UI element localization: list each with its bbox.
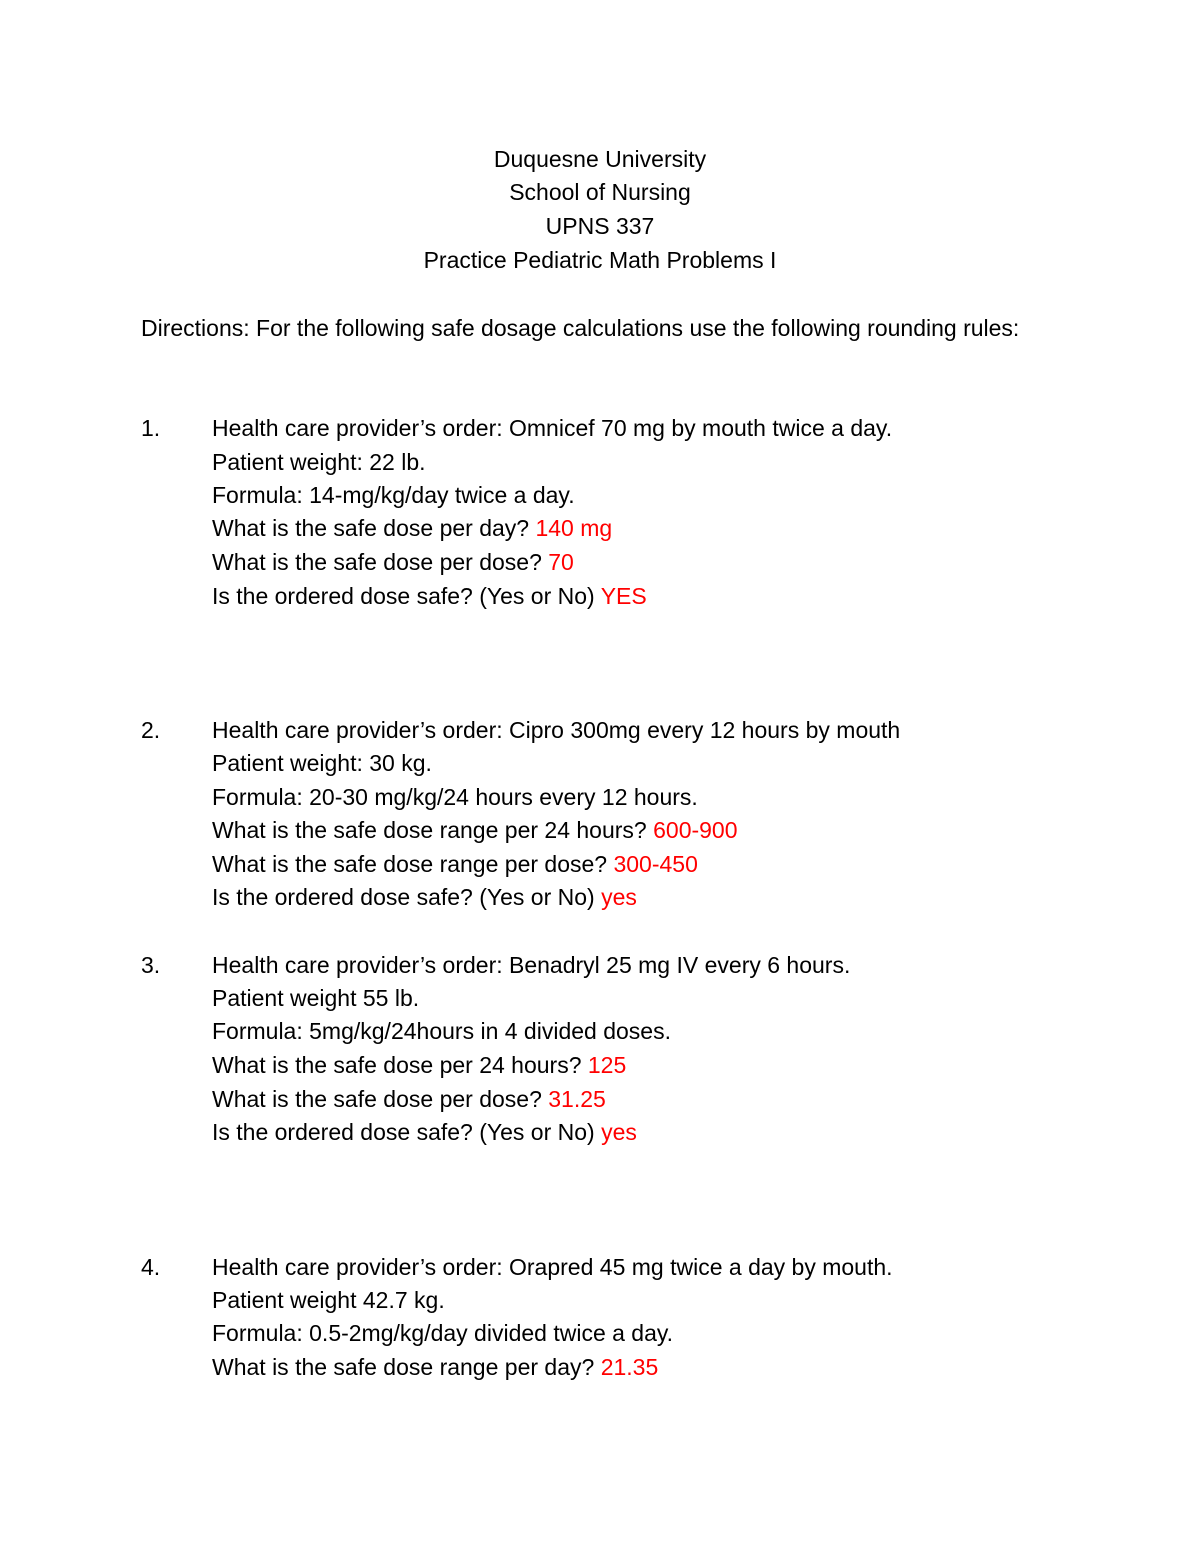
question-text: What is the safe dose per 24 hours? bbox=[212, 1052, 582, 1078]
question-text: Is the ordered dose safe? (Yes or No) bbox=[212, 583, 595, 609]
answer-text: yes bbox=[601, 1119, 637, 1145]
question-line bbox=[212, 547, 574, 577]
problem-formula: Formula: 0.5-2mg/kg/day divided twice a day. bbox=[212, 1320, 674, 1346]
question-text: Is the ordered dose safe? (Yes or No) bbox=[212, 884, 595, 910]
problem-number: 3. bbox=[141, 952, 161, 978]
problem-formula: Formula: 14-mg/kg/day twice a day. bbox=[212, 482, 575, 508]
university-name: Duquesne University bbox=[493, 146, 707, 172]
question-line bbox=[212, 882, 637, 912]
question-line bbox=[212, 1050, 626, 1080]
school-name: School of Nursing bbox=[509, 179, 691, 205]
question-line bbox=[212, 815, 738, 845]
problem-order: Health care provider’s order: Orapred 45 mg twice a day by mouth. bbox=[212, 1254, 893, 1280]
answer-text: 21.35 bbox=[600, 1354, 659, 1380]
problem-weight: Patient weight 42.7 kg. bbox=[212, 1287, 445, 1313]
question-text: What is the safe dose per day? bbox=[212, 515, 530, 541]
question-line bbox=[212, 849, 698, 879]
answer-text: 140 mg bbox=[535, 515, 613, 541]
answer-text: 31.25 bbox=[548, 1086, 606, 1112]
answer-text: YES bbox=[600, 583, 647, 609]
problem-weight: Patient weight: 30 kg. bbox=[212, 750, 432, 776]
question-text: Is the ordered dose safe? (Yes or No) bbox=[212, 1119, 595, 1145]
question-text: What is the safe dose range per day? bbox=[212, 1354, 595, 1380]
question-line bbox=[212, 1352, 658, 1382]
question-line bbox=[212, 1084, 606, 1114]
problem-order: Health care provider’s order: Benadryl 25 mg IV every 6 hours. bbox=[212, 952, 851, 978]
problem-order: Health care provider’s order: Omnicef 70 mg by mouth twice a day. bbox=[212, 415, 893, 441]
problem-number: 4. bbox=[141, 1254, 161, 1280]
problem-number: 1. bbox=[141, 415, 161, 441]
question-text: What is the safe dose range per dose? bbox=[212, 851, 608, 877]
question-text: What is the safe dose per dose? bbox=[212, 549, 542, 575]
answer-text: 70 bbox=[548, 549, 574, 575]
directions-text: Directions: For the following safe dosage calculations use the following rounding rules: bbox=[141, 315, 1020, 341]
problem-formula: Formula: 20-30 mg/kg/24 hours every 12 hours. bbox=[212, 784, 698, 810]
problem-number: 2. bbox=[141, 717, 161, 743]
document-title: Practice Pediatric Math Problems I bbox=[423, 247, 777, 273]
problem-formula: Formula: 5mg/kg/24hours in 4 divided doses. bbox=[212, 1018, 671, 1044]
question-text: What is the safe dose per dose? bbox=[212, 1086, 542, 1112]
answer-text: 300-450 bbox=[613, 851, 698, 877]
problem-weight: Patient weight: 22 lb. bbox=[212, 449, 426, 475]
question-line bbox=[212, 513, 612, 543]
answer-text: yes bbox=[601, 884, 637, 910]
question-line bbox=[212, 1117, 637, 1147]
question-line bbox=[212, 581, 647, 611]
problem-order: Health care provider’s order: Cipro 300mg every 12 hours by mouth bbox=[212, 717, 901, 743]
problem-weight: Patient weight 55 lb. bbox=[212, 985, 420, 1011]
course-code: UPNS 337 bbox=[545, 213, 655, 239]
question-text: What is the safe dose range per 24 hours? bbox=[212, 817, 647, 843]
answer-text: 125 bbox=[587, 1052, 627, 1078]
answer-text: 600-900 bbox=[653, 817, 738, 843]
